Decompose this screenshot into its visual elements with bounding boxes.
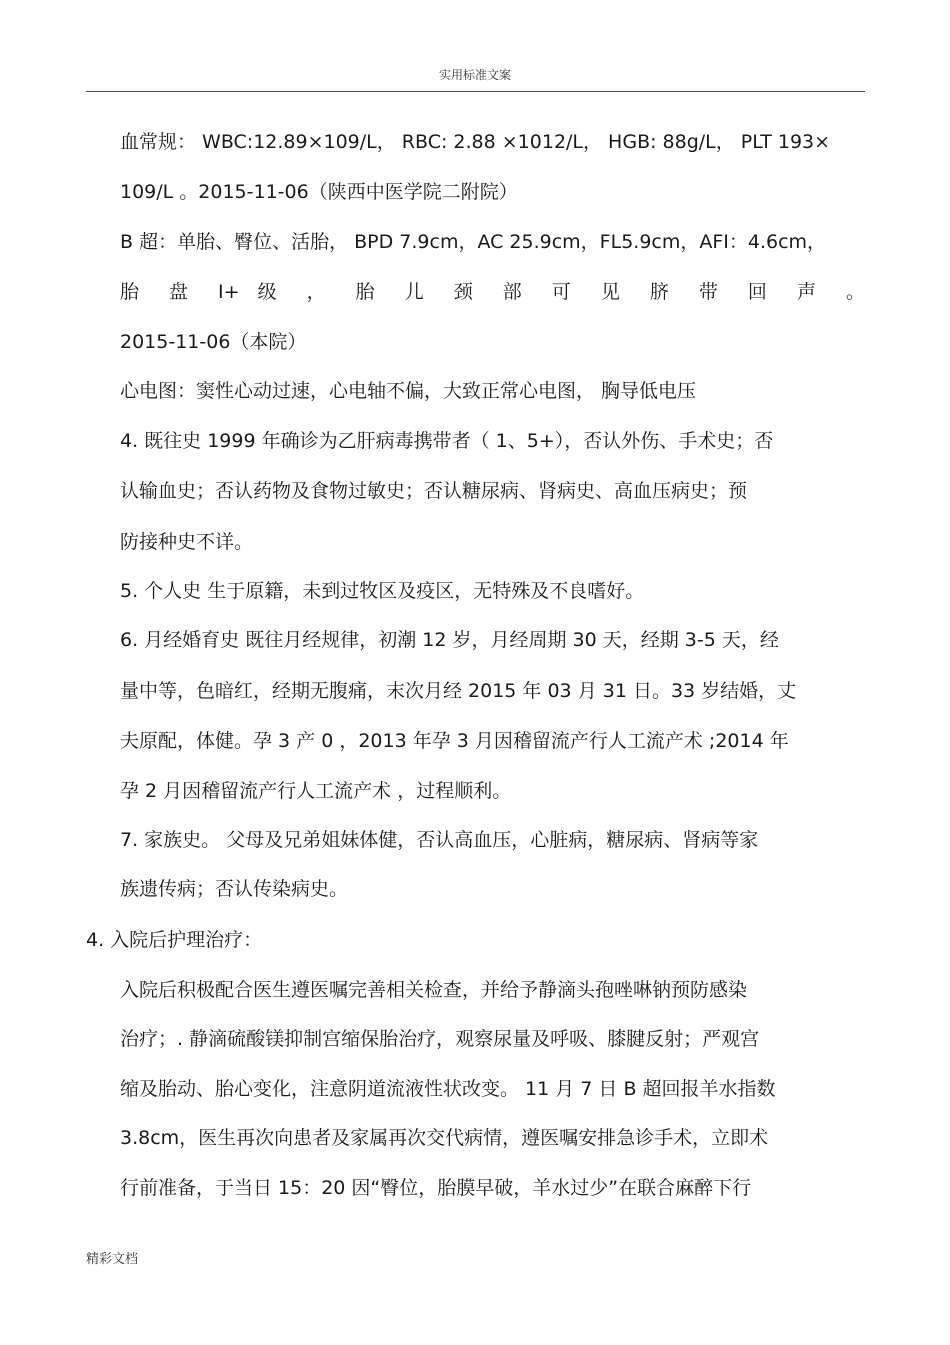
text-line: 胎 盘 I+ 级 ， 胎 儿 颈 部 可 见 脐 带 回 声 。: [120, 281, 865, 303]
text-line: 心电图：窦性心动过速，心电轴不偏，大致正常心电图， 胸导低电压: [120, 380, 697, 402]
text-line: 109/L 。2015-11-06（陕西中医学院二附院）: [120, 181, 518, 203]
text-line: 7. 家族史。 父母及兄弟姐妹体健，否认高血压，心脏病，糖尿病、肾病等家: [120, 829, 759, 851]
header-rule: [86, 91, 865, 92]
text-line: 防接种史不详。: [120, 531, 254, 553]
text-line: 3.8cm，医生再次向患者及家属再次交代病情，遵医嘱安排急诊手术，立即术: [120, 1127, 769, 1149]
page-header-title: 实用标准文案: [438, 68, 511, 82]
text-line: 孕 2 月因稽留流产行人工流产术 ，过程顺利。: [120, 780, 512, 802]
text-line: 认输血史；否认药物及食物过敏史；否认糖尿病、肾病史、高血压病史；预: [120, 480, 748, 502]
text-line: 缩及胎动、胎心变化，注意阴道流液性状改变。 11 月 7 日 B 超回报羊水指数: [120, 1078, 776, 1100]
text-line: 行前准备，于当日 15：20 因“臀位，胎膜早破，羊水过少”在联合麻醉下行: [120, 1177, 752, 1199]
text-line: 族遗传病；否认传染病史。: [120, 878, 349, 900]
text-line: 血常规： WBC:12.89×109/L， RBC: 2.88 ×1012/L， HGB: 88g/L， PLT 193×: [120, 131, 831, 153]
text-line: 5. 个人史 生于原籍，未到过牧区及疫区，无特殊及不良嗜好。: [120, 580, 645, 602]
text-line: 夫原配，体健。孕 3 产 0 ，2013 年孕 3 月因稽留流产行人工流产术 ;2014 年: [120, 730, 789, 752]
text-line: 4. 既往史 1999 年确诊为乙肝病毒携带者（ 1、5+），否认外伤、手术史；否: [120, 430, 774, 452]
text-line: 量中等，色暗红，经期无腹痛，末次月经 2015 年 03 月 31 日。33 岁结婚，丈: [120, 680, 797, 702]
section-heading: 4. 入院后护理治疗：: [86, 929, 263, 951]
page-footer: 精彩文档: [86, 1252, 139, 1267]
text-line: B 超：单胎、臀位、活胎， BPD 7.9cm，AC 25.9cm，FL5.9cm，AFI：4.6cm，: [120, 231, 827, 253]
text-line: 6. 月经婚育史 既往月经规律，初潮 12 岁，月经周期 30 天，经期 3-5 天，经: [120, 629, 779, 651]
text-line: 入院后积极配合医生遵医嘱完善相关检查，并给予静滴头孢唑啉钠预防感染: [120, 979, 748, 1001]
text-line: 2015-11-06（本院）: [120, 331, 307, 353]
text-line: 治疗；. 静滴硫酸镁抑制宫缩保胎治疗，观察尿量及呼吸、膝腱反射；严观宫: [120, 1028, 760, 1050]
